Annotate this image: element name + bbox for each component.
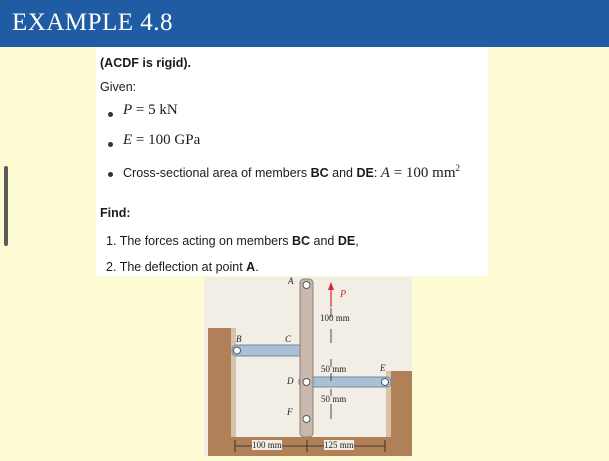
rigid-note: (ACDF is rigid). xyxy=(100,56,191,70)
find-label: Find: xyxy=(100,206,131,220)
given-p: P = 5 kN xyxy=(123,102,178,118)
given-label: Given: xyxy=(100,80,137,94)
given-area: Cross-sectional area of members BC and DE: A = 100 $mm^2$ xyxy=(123,163,461,181)
problem-statement xyxy=(96,47,488,276)
dim-100mm-vertical: 100 mm xyxy=(320,313,350,323)
pin-e xyxy=(382,379,389,386)
label-d: D xyxy=(287,376,294,386)
rigid-bar-acdf xyxy=(300,279,313,437)
truss-diagram xyxy=(204,277,412,456)
scrollbar-handle[interactable] xyxy=(4,166,8,246)
wall-edge xyxy=(231,328,236,437)
title-bar xyxy=(0,0,609,47)
bullet-icon xyxy=(108,172,113,177)
bullet-icon xyxy=(108,142,113,147)
find-item-1: 1. The forces acting on members BC and DE, xyxy=(106,234,359,248)
dim-125mm-horizontal: 125 mm xyxy=(324,440,354,450)
label-e: E xyxy=(380,363,386,373)
load-arrowhead xyxy=(328,282,334,290)
bullet-icon xyxy=(108,112,113,117)
given-e: E = 100 GPa xyxy=(123,132,201,148)
dim-100mm-horizontal: 100 mm xyxy=(252,440,282,450)
slide-title: EXAMPLE 4.8 xyxy=(12,9,174,36)
pin-a xyxy=(303,282,310,289)
label-c: C xyxy=(285,334,292,344)
find-item-2: 2. The deflection at point A. xyxy=(106,260,259,274)
pin-f xyxy=(303,416,310,423)
label-b: B xyxy=(236,334,242,344)
pin-d xyxy=(303,379,310,386)
label-a: A xyxy=(288,276,294,286)
dim-50mm-upper: 50 mm xyxy=(321,364,347,374)
label-p: P xyxy=(340,289,347,300)
dim-50mm-lower: 50 mm xyxy=(321,394,347,404)
pin-b xyxy=(234,347,241,354)
label-f: F xyxy=(287,407,293,417)
